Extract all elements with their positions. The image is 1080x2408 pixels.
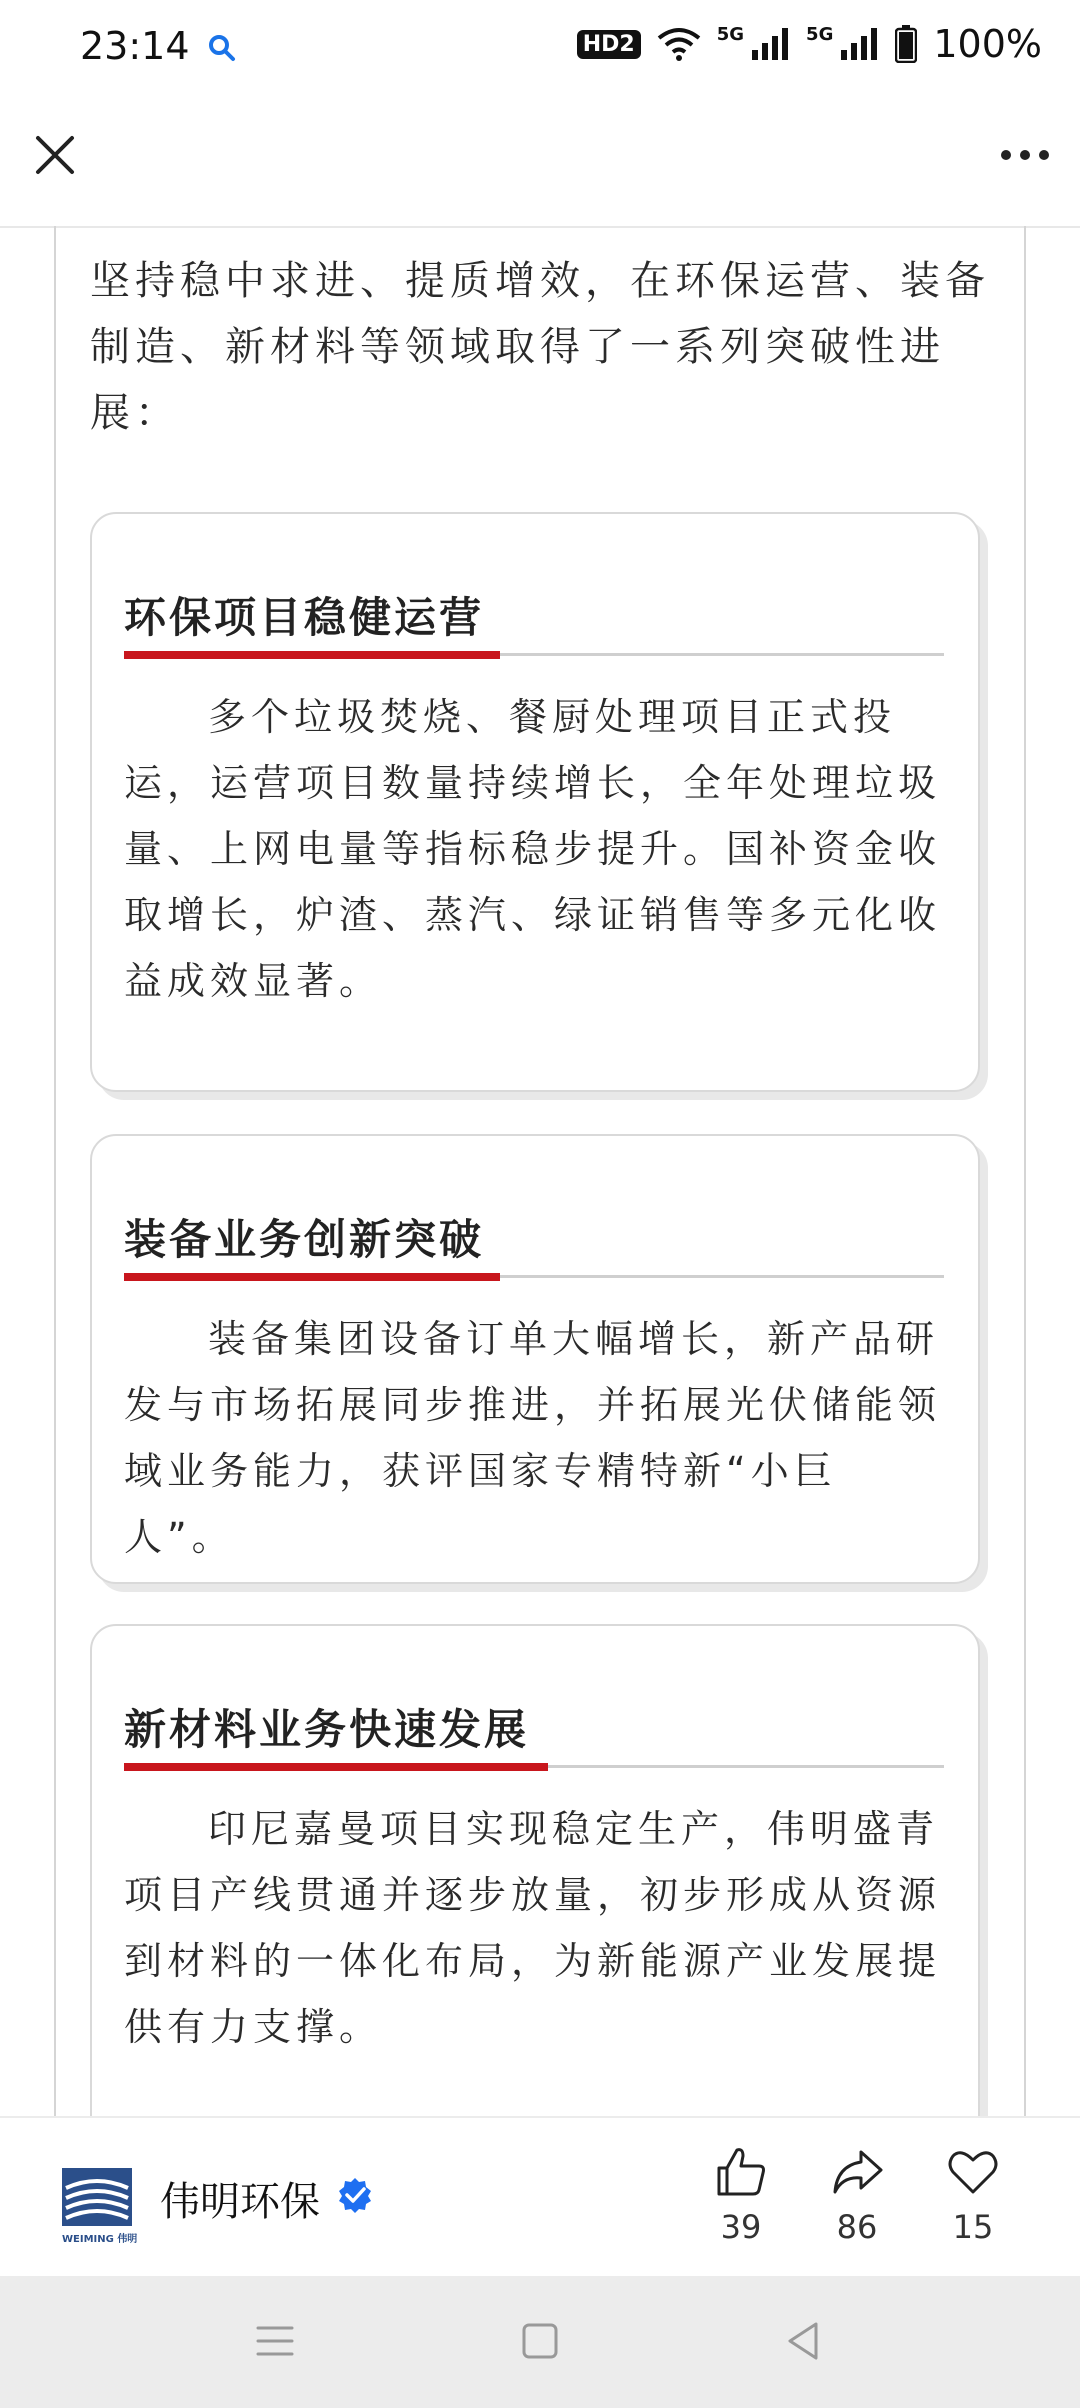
- status-time: 23:14: [80, 24, 190, 68]
- title-accent-bar: [124, 1273, 500, 1281]
- signal-icon: [839, 26, 879, 62]
- section-title-block: [124, 1208, 944, 1278]
- section-title: 环保项目稳健运营: [124, 593, 485, 642]
- battery-icon: [895, 25, 917, 63]
- favorite-button[interactable]: [928, 2144, 1018, 2246]
- menu-icon[interactable]: [250, 2316, 300, 2366]
- intro-paragraph: 坚持稳中求进、提质增效，在环保运营、装备制造、新材料等领域取得了一系列突破性进展：: [90, 258, 990, 436]
- author-name[interactable]: 伟明环保: [160, 2179, 320, 2225]
- title-accent-bar: [124, 1763, 548, 1771]
- home-icon[interactable]: [515, 2316, 565, 2366]
- battery-percent: 100%: [933, 22, 1042, 66]
- logo-text: WEIMING 伟明: [62, 2234, 138, 2245]
- heart-icon: [945, 2144, 1001, 2200]
- title-accent-bar: [124, 651, 500, 659]
- section-card: [90, 1624, 980, 2116]
- favorite-count: 15: [952, 2208, 994, 2246]
- verified-icon: [336, 2176, 374, 2214]
- section-card: [90, 512, 980, 1092]
- signal-icon: [750, 26, 790, 62]
- share-count: 86: [836, 2208, 878, 2246]
- section-title: 装备业务创新突破: [124, 1215, 485, 1264]
- section-title-block: [124, 586, 944, 656]
- weiming-logo[interactable]: [62, 2168, 132, 2226]
- system-nav-bar: [0, 2276, 1080, 2408]
- like-count: 39: [720, 2208, 762, 2246]
- top-nav: [0, 96, 1080, 228]
- close-icon[interactable]: [26, 126, 84, 184]
- back-icon[interactable]: [780, 2316, 830, 2366]
- share-icon: [829, 2144, 885, 2200]
- author-bar: [0, 2116, 1080, 2278]
- signal-label: 5G: [806, 23, 834, 45]
- search-icon: [207, 33, 237, 63]
- thumbs-up-icon: [713, 2144, 769, 2200]
- share-button[interactable]: [812, 2144, 902, 2246]
- wifi-icon: [657, 26, 701, 62]
- like-button[interactable]: [696, 2144, 786, 2246]
- section-card: [90, 1134, 980, 1584]
- section-body: 装备集团设备订单大幅增长，新产品研发与市场拓展同步推进，并拓展光伏储能领域业务能力，获评国家专精特新“小巨人”。: [124, 1317, 942, 1559]
- status-bar: [0, 0, 1080, 96]
- section-title: 新材料业务快速发展: [124, 1705, 530, 1754]
- section-body: 印尼嘉曼项目实现稳定生产，伟明盛青项目产线贯通并逐步放量，初步形成从资源到材料的一体化布局，为新能源产业发展提供有力支撑。: [124, 1807, 942, 2049]
- article-content[interactable]: [0, 226, 1080, 2116]
- signal-label: 5G: [716, 23, 745, 45]
- hd-badge: HD2: [577, 30, 641, 59]
- section-body: 多个垃圾焚烧、餐厨处理项目正式投运，运营项目数量持续增长，全年处理垃圾量、上网电量等指标稳步提升。国补资金收取增长，炉渣、蒸汽、绿证销售等多元化收益成效显著。: [124, 695, 942, 1003]
- status-icons: [577, 22, 1042, 66]
- section-title-block: [124, 1698, 944, 1768]
- more-icon[interactable]: [996, 132, 1054, 178]
